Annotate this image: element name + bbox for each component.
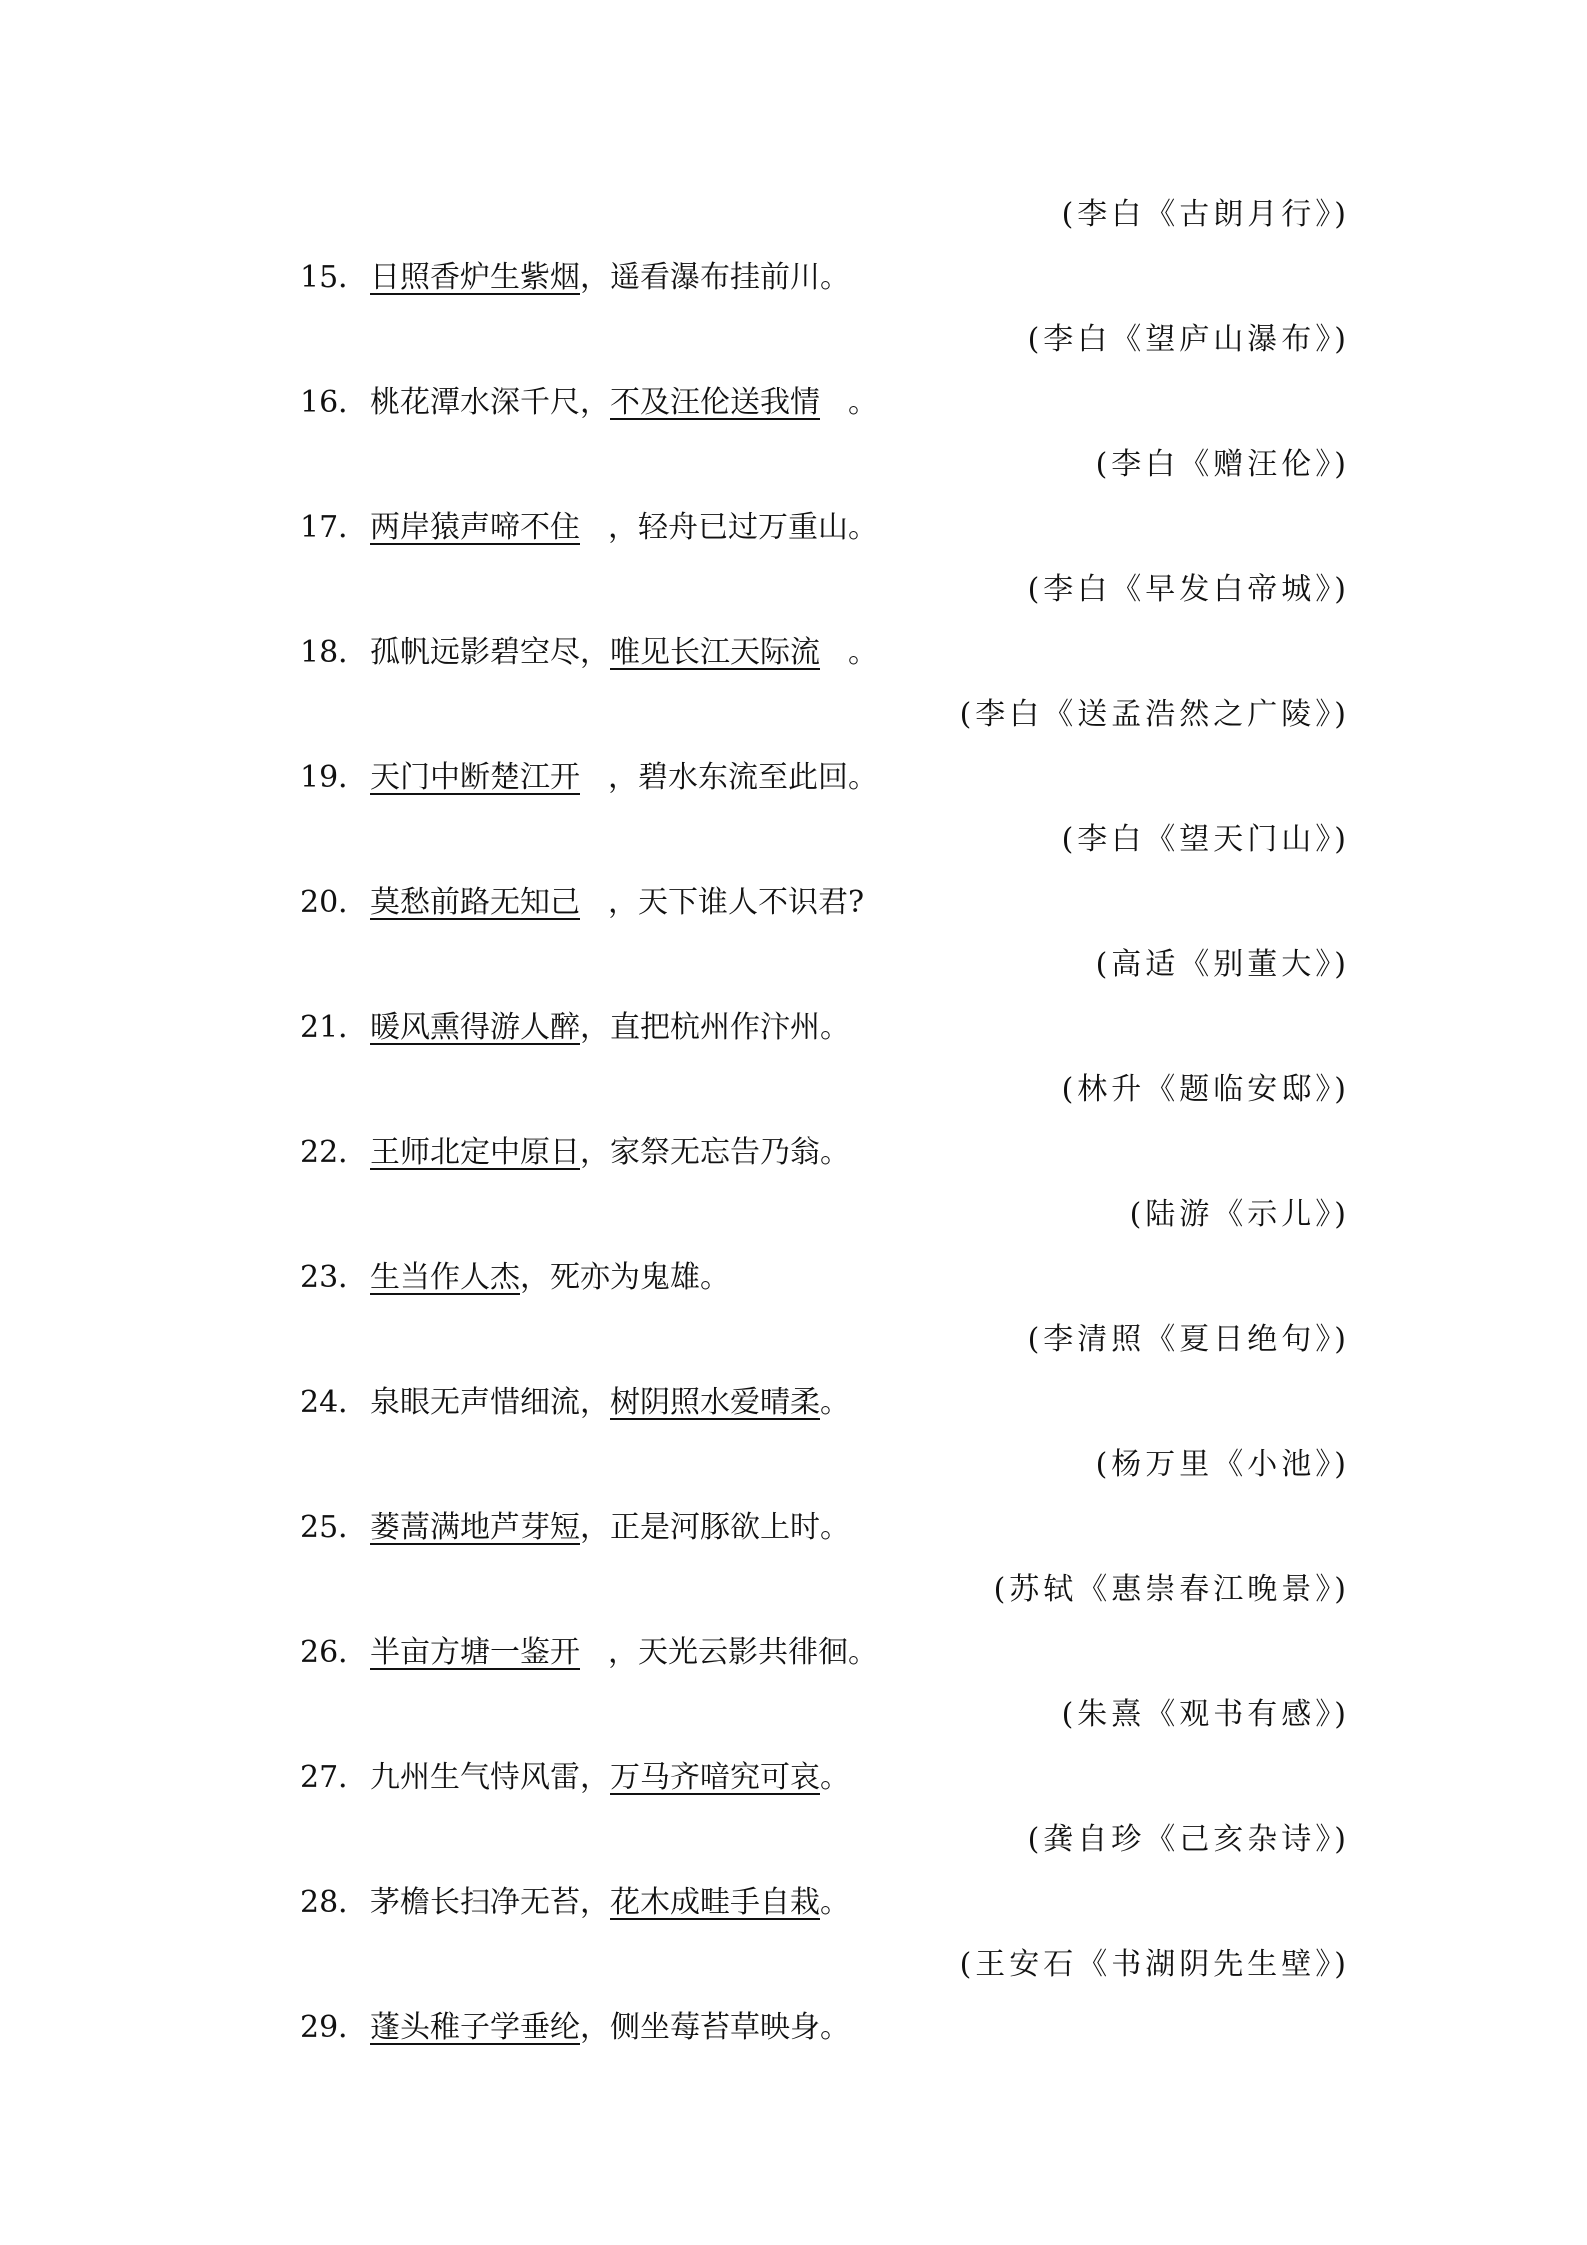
attribution	[300, 1440, 1350, 1490]
given-text-after: ，天光云影共徘徊。	[608, 1634, 878, 1670]
poem-line	[300, 503, 1350, 553]
poem-line	[300, 2003, 1350, 2053]
attribution-text: (杨万里《小池》)	[1095, 1447, 1350, 1482]
poem-line	[300, 1628, 1350, 1678]
poem-line	[300, 628, 1350, 678]
item-number: 21．	[300, 1009, 369, 1045]
poem-line	[300, 378, 1350, 428]
given-text-after: ，碧水东流至此回。	[608, 759, 878, 795]
attribution-text: (李白《送孟浩然之广陵》)	[959, 697, 1350, 732]
attribution-text: (李白《望庐山瀑布》)	[1027, 322, 1350, 357]
given-text-after: 。	[820, 1384, 850, 1420]
attribution	[300, 190, 1350, 240]
attribution-text: (陆游《示儿》)	[1129, 1197, 1350, 1232]
attribution-text: (李清照《夏日绝句》)	[1027, 1322, 1350, 1357]
attribution	[300, 815, 1350, 865]
item-number: 19．	[300, 759, 369, 795]
answer-text: 蒌蒿满地芦芽短	[370, 1509, 580, 1545]
attribution	[300, 1690, 1350, 1740]
answer-text: 两岸猿声啼不住	[370, 509, 580, 545]
item-number: 15．	[300, 259, 369, 295]
answer-text: 王师北定中原日	[370, 1134, 580, 1170]
attribution-text: (龚自珍《己亥杂诗》)	[1027, 1822, 1350, 1857]
poem-line	[300, 1878, 1350, 1928]
given-text-after: ，轻舟已过万重山。	[608, 509, 878, 545]
attribution-text: (朱熹《观书有感》)	[1061, 1697, 1350, 1732]
poem-line	[300, 753, 1350, 803]
answer-text: 日照香炉生紫烟	[370, 259, 580, 295]
answer-text: 蓬头稚子学垂纶	[370, 2009, 580, 2045]
item-number: 26．	[300, 1634, 369, 1670]
given-text-after: ，遥看瀑布挂前川。	[580, 259, 850, 295]
attribution	[300, 1315, 1350, 1365]
item-number: 23．	[300, 1259, 369, 1295]
poem-line	[300, 1753, 1350, 1803]
item-number: 24．	[300, 1384, 369, 1420]
given-text-after: ，正是河豚欲上时。	[580, 1509, 850, 1545]
attribution	[300, 315, 1350, 365]
given-text-after: ，家祭无忘告乃翁。	[580, 1134, 850, 1170]
poem-line	[300, 1378, 1350, 1428]
attribution	[300, 440, 1350, 490]
attribution	[300, 1815, 1350, 1865]
given-text-after: 。	[848, 384, 878, 420]
poem-line	[300, 1003, 1350, 1053]
given-text-after: ，天下谁人不识君?	[608, 884, 865, 920]
given-text-after: 。	[820, 1884, 850, 1920]
attribution	[300, 1565, 1350, 1615]
item-number: 18．	[300, 634, 369, 670]
attribution	[300, 1190, 1350, 1240]
item-number: 17．	[300, 509, 369, 545]
given-text-before: 孤帆远影碧空尽，	[370, 634, 610, 670]
given-text-after: ，直把杭州作汴州。	[580, 1009, 850, 1045]
poem-line	[300, 1128, 1350, 1178]
attribution-text: (李白《望天门山》)	[1061, 822, 1350, 857]
attribution-text: (高适《别董大》)	[1095, 947, 1350, 982]
given-text-after: ，死亦为鬼雄。	[520, 1259, 730, 1295]
answer-text: 莫愁前路无知己	[370, 884, 580, 920]
poem-line	[300, 1253, 1350, 1303]
given-text-after: ，侧坐莓苔草映身。	[580, 2009, 850, 2045]
answer-text: 不及汪伦送我情	[610, 384, 820, 420]
answer-text: 万马齐喑究可哀	[610, 1759, 820, 1795]
poem-line	[300, 878, 1350, 928]
given-text-after: 。	[848, 634, 878, 670]
given-text-after: 。	[820, 1759, 850, 1795]
attribution-text: (苏轼《惠崇春江晚景》)	[993, 1572, 1350, 1607]
attribution	[300, 940, 1350, 990]
answer-text: 暖风熏得游人醉	[370, 1009, 580, 1045]
answer-text: 半亩方塘一鉴开	[370, 1634, 580, 1670]
item-number: 29．	[300, 2009, 369, 2045]
given-text-before: 茅檐长扫净无苔，	[370, 1884, 610, 1920]
item-number: 27．	[300, 1759, 369, 1795]
attribution-text: (李白《古朗月行》)	[1061, 197, 1350, 232]
given-text-before: 九州生气恃风雷，	[370, 1759, 610, 1795]
attribution	[300, 565, 1350, 615]
item-number: 16．	[300, 384, 369, 420]
item-number: 20．	[300, 884, 369, 920]
attribution-text: (李白《早发白帝城》)	[1027, 572, 1350, 607]
given-text-before: 泉眼无声惜细流，	[370, 1384, 610, 1420]
attribution	[300, 1065, 1350, 1115]
item-number: 28．	[300, 1884, 369, 1920]
answer-text: 生当作人杰	[370, 1259, 520, 1295]
answer-text: 唯见长江天际流	[610, 634, 820, 670]
attribution	[300, 690, 1350, 740]
attribution-text: (李白《赠汪伦》)	[1095, 447, 1350, 482]
attribution-text: (王安石《书湖阴先生壁》)	[959, 1947, 1350, 1982]
attribution-text: (林升《题临安邸》)	[1061, 1072, 1350, 1107]
given-text-before: 桃花潭水深千尺，	[370, 384, 610, 420]
answer-text: 树阴照水爱晴柔	[610, 1384, 820, 1420]
item-number: 25．	[300, 1509, 369, 1545]
item-number: 22．	[300, 1134, 369, 1170]
answer-text: 花木成畦手自栽	[610, 1884, 820, 1920]
attribution	[300, 1940, 1350, 1990]
poem-line	[300, 1503, 1350, 1553]
answer-text: 天门中断楚江开	[370, 759, 580, 795]
poem-line	[300, 253, 1350, 303]
